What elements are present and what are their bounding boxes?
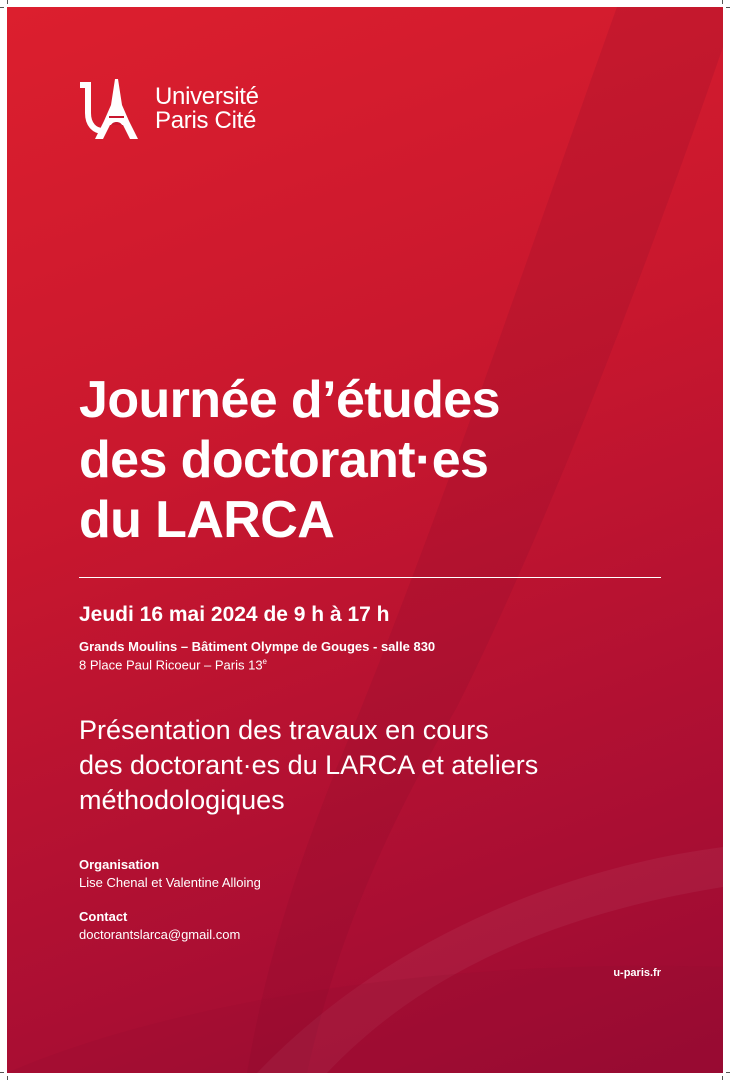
crop-mark (726, 1072, 730, 1073)
event-title (79, 370, 699, 550)
university-name-line2: Paris Cité (155, 107, 257, 134)
crop-mark (7, 0, 8, 4)
event-title-line1: Journée d’études (79, 371, 500, 429)
organisation-value: Lise Chenal et Valentine Alloing (79, 875, 261, 890)
crop-mark (7, 1076, 8, 1080)
poster (7, 7, 723, 1073)
event-address-suffix: e (262, 657, 267, 666)
event-description-line1: Présentation des travaux en cours (79, 715, 489, 745)
website-link[interactable]: u-paris.fr (613, 967, 661, 979)
crop-mark (0, 7, 4, 8)
university-logo (77, 77, 259, 141)
divider (79, 577, 661, 578)
crop-mark (0, 1072, 4, 1073)
event-title-line3: du LARCA (79, 491, 335, 549)
event-description-line3: méthodologiques (79, 785, 285, 815)
contact-email[interactable]: doctorantslarca@gmail.com (79, 927, 241, 942)
event-venue: Grands Moulins – Bâtiment Olympe de Gouges - salle 830 (79, 639, 436, 654)
contact-label: Contact (79, 909, 128, 924)
eiffel-tower-u-logo-icon (77, 77, 141, 141)
event-address (79, 657, 267, 672)
event-date: Jeudi 16 mai 2024 de 9 h à 17 h (79, 603, 390, 626)
event-description (79, 713, 679, 818)
event-description-line2: des doctorant·es du LARCA et ateliers (79, 750, 539, 780)
organisation-label: Organisation (79, 857, 160, 872)
university-name (155, 85, 259, 133)
event-address-text: 8 Place Paul Ricoeur – Paris 13 (79, 657, 263, 673)
crop-mark (722, 0, 723, 4)
university-name-line1: Université (155, 83, 259, 110)
crop-mark (722, 1076, 723, 1080)
event-title-line2: des doctorant·es (79, 431, 489, 489)
crop-mark (726, 7, 730, 8)
